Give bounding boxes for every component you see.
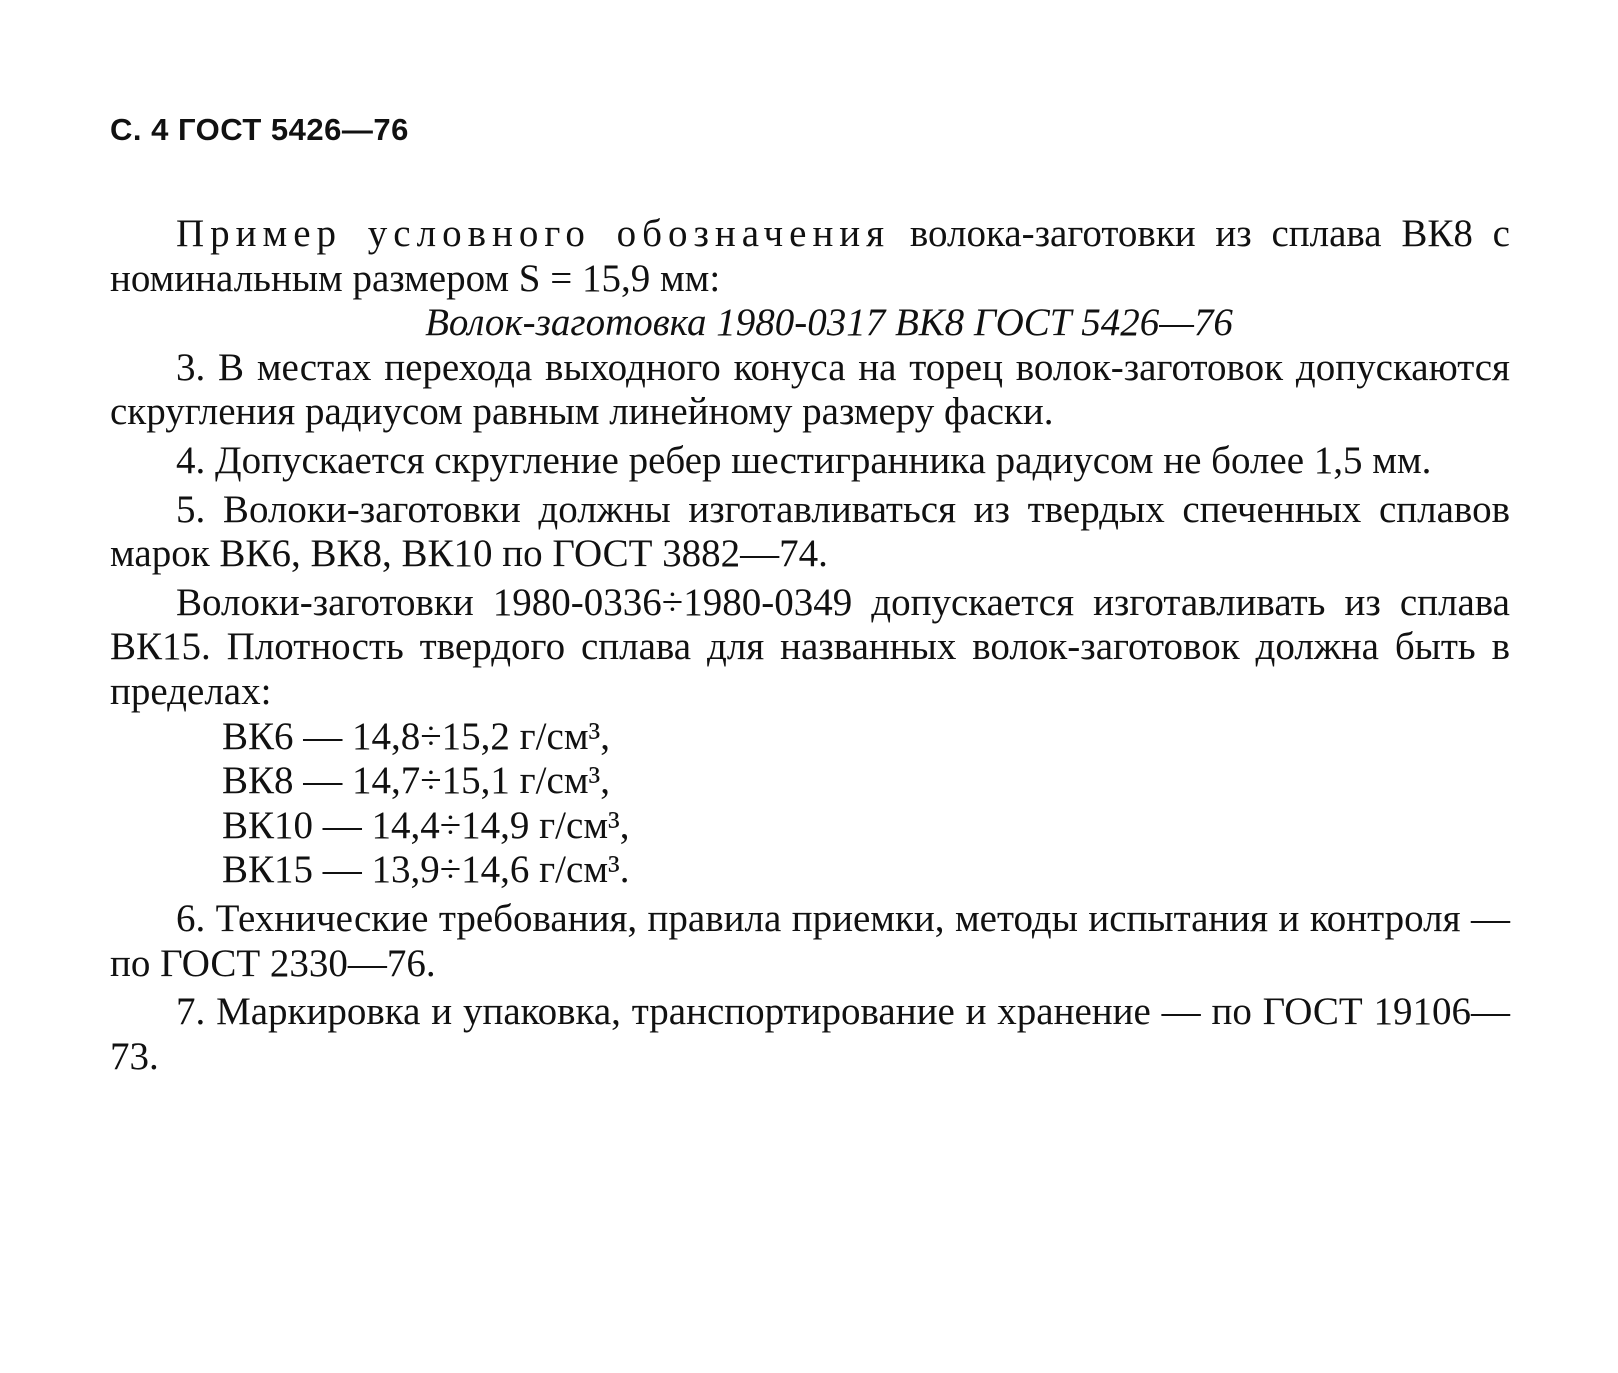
density-vk6: ВК6 — 14,8÷15,2 г/см³, (222, 714, 610, 758)
item-7: 7. Маркировка и упаковка, транспортирование и хранение — по ГОСТ 19106—73. (110, 990, 1510, 1078)
item-5-density-intro: Волоки-заготовки 1980-0336÷1980-0349 допускается изготавливать из сплава ВК15. Плотность твердого сплава для названных волок-заготовок должна быть в пределах: (110, 580, 1510, 713)
density-vk8: ВК8 — 14,7÷15,1 г/см³, (222, 759, 610, 803)
item-6: 6. Технические требования, правила приемки, методы испытания и контроля — по ГОСТ 2330—76. (110, 896, 1510, 985)
example-paragraph (110, 212, 1510, 301)
density-vk15: ВК15 — 13,9÷14,6 г/см³. (222, 848, 630, 892)
item-4: 4. Допускается скругление ребер шестигранника радиусом не более 1,5 мм. (176, 438, 1432, 482)
item-3: 3. В местах перехода выходного конуса на торец волок-заготовок допускаются скругления радиусом равным линейному размеру фаски. (110, 345, 1510, 434)
example-text: волока-заготовки из сплава ВК8 с номинальным размером S = 15,9 мм: (110, 212, 1510, 300)
item-5: 5. Волоки-заготовки должны изготавливаться из твердых спеченных сплавов марок ВК6, ВК8, ВК10 по ГОСТ 3882—74. (110, 487, 1510, 576)
example-designation: Волок-заготовка 1980-0317 ВК8 ГОСТ 5426—76 (425, 301, 1233, 345)
page-header: С. 4 ГОСТ 5426—76 (110, 112, 409, 147)
page-content (110, 0, 1510, 1373)
density-list (110, 715, 1510, 893)
example-lead: Пример условного обозначения (176, 212, 891, 255)
density-vk10: ВК10 — 14,4÷14,9 г/см³, (222, 803, 630, 847)
document-body (110, 212, 1510, 1079)
